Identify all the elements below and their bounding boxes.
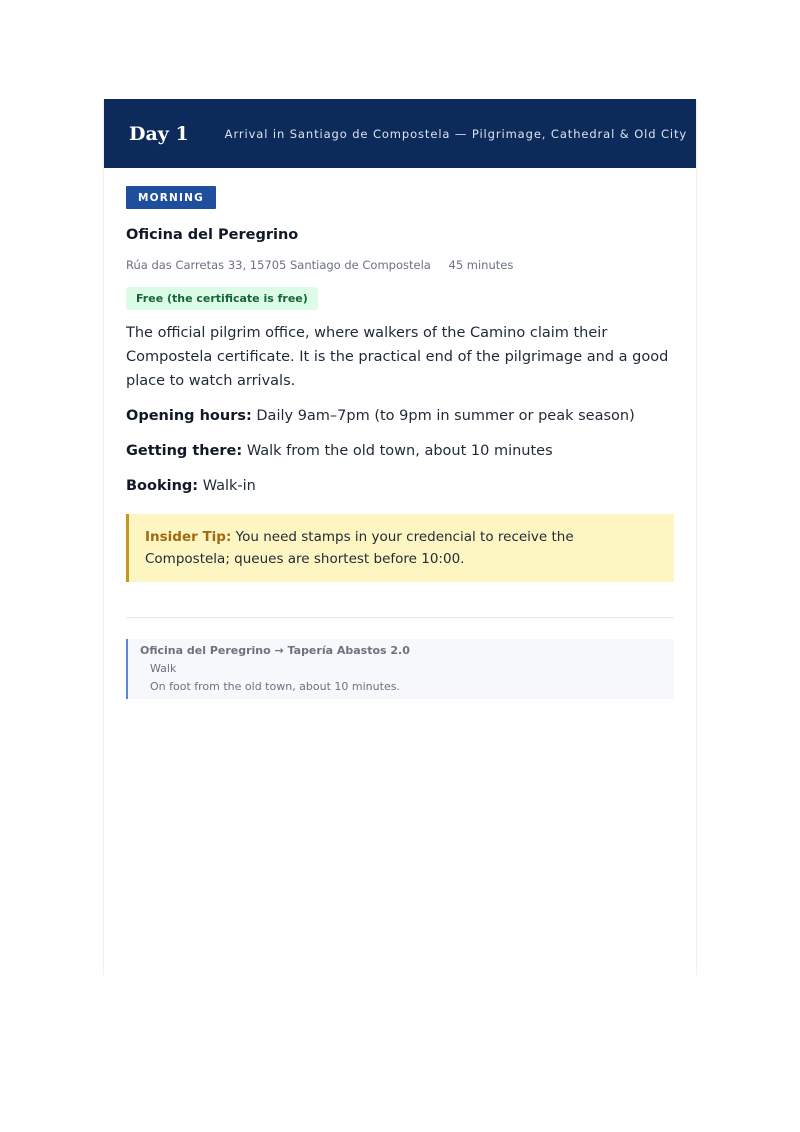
insider-tip-text: You need stamps in your credencial to receive the Compostela; queues are shortest before 10:00.	[145, 529, 574, 567]
booking	[126, 474, 674, 498]
day-subtitle: Arrival in Santiago de Compostela — Pilgrimage, Cathedral & Old City	[224, 126, 688, 141]
getting-there	[126, 439, 674, 463]
day-header	[104, 99, 696, 168]
opening-hours-value: Daily 9am–7pm (to 9pm in summer or peak season)	[256, 408, 635, 424]
day-card	[103, 99, 697, 975]
price-badge: Free (the certificate is free)	[126, 287, 318, 310]
insider-tip-label: Insider Tip:	[145, 529, 232, 545]
day-title: Day 1	[129, 122, 189, 145]
place-description: The official pilgrim office, where walkers of the Camino claim their Compostela certificate. It is the practical end of the pilgrimage and a good place to watch arrivals.	[126, 325, 669, 389]
transit-route: Oficina del Peregrino → Tapería Abastos 2.0	[140, 644, 410, 657]
insider-tip	[126, 514, 674, 582]
place-meta	[126, 258, 674, 272]
divider	[126, 617, 674, 618]
place-name: Oficina del Peregrino	[126, 227, 299, 243]
booking-label: Booking:	[126, 478, 199, 494]
opening-hours	[126, 404, 674, 428]
transit-box	[126, 639, 674, 699]
booking-value: Walk-in	[202, 478, 256, 494]
place-address: Rúa das Carretas 33, 15705 Santiago de Compostela	[126, 258, 431, 272]
transit-mode: Walk	[150, 662, 177, 675]
getting-there-value: Walk from the old town, about 10 minutes	[246, 443, 553, 459]
getting-there-label: Getting there:	[126, 443, 243, 459]
transit-note: On foot from the old town, about 10 minutes.	[150, 680, 400, 693]
period-badge: MORNING	[126, 186, 216, 209]
day-content	[104, 168, 696, 699]
place-duration: 45 minutes	[448, 258, 514, 272]
opening-hours-label: Opening hours:	[126, 408, 252, 424]
